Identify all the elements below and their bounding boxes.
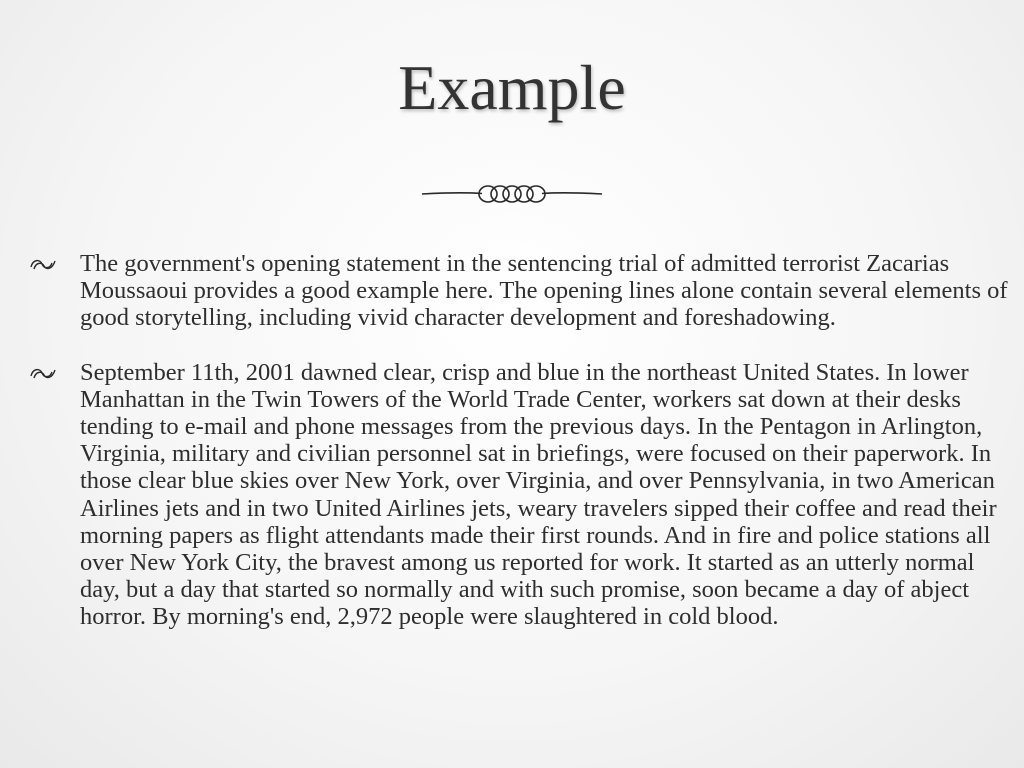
divider-ornament-icon xyxy=(420,178,604,210)
bullet-item xyxy=(30,250,1015,332)
bullet-item xyxy=(30,359,1015,631)
ornamental-bullet-icon xyxy=(30,366,56,380)
bullet-text: The government's opening statement in the sentencing trial of admitted terrorist Zacarias Moussaoui provides a good example here. The opening lines alone contain several elements of good storytelling, including vivid character development and foreshadowing. xyxy=(80,250,1008,332)
slide-title: Example xyxy=(398,52,626,123)
ornamental-bullet-icon xyxy=(30,257,56,271)
bullet-text: September 11th, 2001 dawned clear, crisp and blue in the northeast United States. In lower Manhattan in the Twin Towers of the World Trade Center, workers sat down at their desks tending to e-mail and phone messages from the previous days. In the Pentagon in Arlington, Virginia, military and civilian personnel sat in briefings, were focused on their paperwork. In those clear blue skies over New York, over Virginia, and over Pennsylvania, in two American Airlines jets and in two United Airlines jets, weary travelers sipped their coffee and read their morning papers as flight attendants made their first rounds. And in fire and police stations all over New York City, the bravest among us reported for work. It started as an utterly normal day, but a day that started so normally and with such promise, soon became a day of abject horror. By morning's end, 2,972 people were slaughtered in cold blood. xyxy=(80,358,997,631)
bullet-list xyxy=(30,250,1015,631)
